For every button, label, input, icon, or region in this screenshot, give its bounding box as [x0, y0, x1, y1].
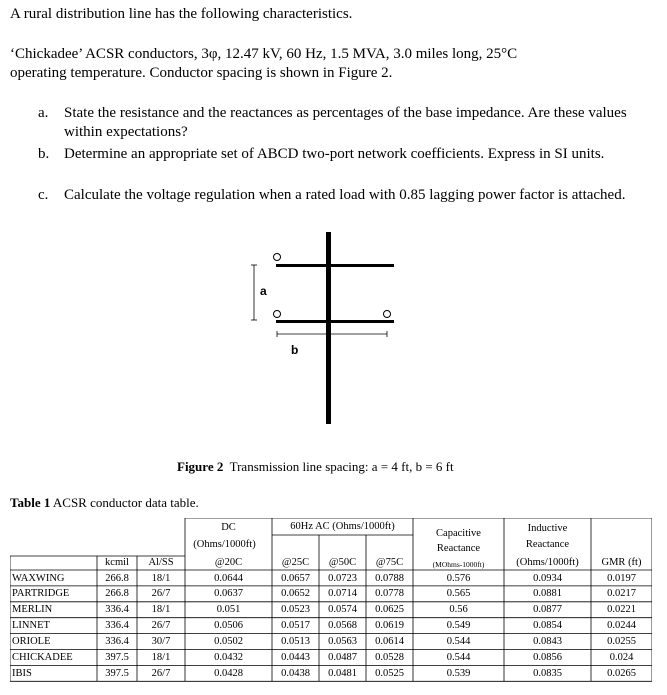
table-cell: 26/7	[151, 620, 171, 632]
table-cell: 0.0644	[214, 572, 243, 584]
table-cell: 336.4	[105, 636, 129, 648]
table-cell: 0.544	[446, 636, 471, 648]
table-cell: 0.0528	[375, 652, 404, 663]
table-cell: 0.0525	[375, 667, 404, 679]
dimension-a-label: a	[260, 284, 267, 298]
table-cell: 0.0221	[607, 604, 636, 616]
column-header: Al/SS	[148, 557, 174, 568]
header-capacitive: Capacitive	[436, 528, 481, 539]
table-cell: 0.0877	[533, 604, 562, 616]
table-cell: 0.0265	[607, 667, 636, 679]
header-inductive-unit: (Ohms/1000ft)	[516, 557, 579, 568]
table-cell: 0.0652	[281, 588, 310, 600]
list-item-text: Determine an appropriate set of ABCD two-port network coefficients. Express in SI units.	[64, 146, 605, 162]
table-cell: 0.0778	[375, 588, 404, 600]
table-cell: 0.0614	[375, 636, 404, 648]
table-cell: 0.0506	[214, 620, 243, 632]
table-cell: 0.0723	[328, 572, 357, 584]
table-cell: 0.0481	[328, 667, 357, 679]
conductor-name: CHICKADEE	[12, 652, 73, 663]
table-cell: 0.0854	[533, 620, 562, 632]
table-caption-text: ACSR conductor data table.	[52, 495, 199, 510]
table-cell: 0.0244	[607, 620, 636, 632]
top-crossarm	[276, 264, 394, 267]
table-caption	[10, 495, 199, 511]
table-cell: 336.4	[105, 604, 129, 616]
figure-caption	[177, 459, 454, 475]
figure-caption-label: Figure 2	[177, 459, 224, 474]
table-cell: 336.4	[105, 620, 129, 632]
conductor-name: MERLIN	[12, 604, 53, 616]
column-header: @50C	[328, 557, 357, 568]
table-caption-label: Table 1	[10, 495, 51, 510]
table-cell: 0.544	[446, 652, 471, 663]
table-cell: 0.0523	[281, 604, 310, 616]
table-cell: 0.0563	[328, 636, 357, 648]
table-cell: 0.024	[609, 652, 634, 663]
list-item-text: State the resistance and the reactances as percentages of the base impedance. Are these values within expectations?	[64, 105, 627, 140]
table-cell: 266.8	[105, 588, 129, 600]
table-cell: 0.549	[446, 620, 471, 632]
table-cell: 0.0432	[214, 652, 243, 663]
table-cell: 0.0619	[375, 620, 404, 632]
table-cell: 0.0835	[533, 667, 562, 679]
table-cell: 0.0443	[281, 652, 310, 663]
spacing-figure	[240, 228, 410, 428]
table-cell: 18/1	[151, 652, 171, 663]
table-cell: 0.0197	[607, 572, 636, 584]
problem-intro: A rural distribution line has the following characteristics.	[10, 6, 353, 22]
table-cell: 0.0657	[281, 572, 310, 584]
conductor-name: WAXWING	[12, 572, 65, 584]
header-inductive: Inductive	[527, 523, 568, 534]
table-cell: 0.0255	[607, 636, 636, 648]
header-inductive-reactance: Reactance	[525, 539, 570, 550]
table-cell: 0.0513	[281, 636, 310, 648]
table-cell: 30/7	[151, 636, 171, 648]
table-cell: 18/1	[151, 604, 171, 616]
problem-spec-line-1: ‘Chickadee’ ACSR conductors, 3φ, 12.47 kV, 60 Hz, 1.5 MVA, 3.0 miles long, 25°C	[10, 46, 518, 62]
header-ac: 60Hz AC (Ohms/1000ft)	[290, 521, 395, 532]
table-cell: 266.8	[105, 572, 129, 584]
column-header: @20C	[214, 557, 243, 568]
pole	[326, 232, 331, 424]
table-cell: 0.56	[449, 604, 468, 616]
table-cell: 0.0881	[533, 588, 562, 600]
conductor-bottom-left	[274, 311, 281, 318]
table-cell: 0.0502	[214, 636, 243, 648]
table-cell: 0.0843	[533, 636, 562, 648]
table-cell: 0.0788	[375, 572, 404, 584]
table-cell: 0.0856	[533, 652, 562, 663]
table-cell: 26/7	[151, 667, 171, 679]
table-cell: 397.5	[105, 667, 129, 679]
conductor-data-table	[10, 518, 652, 682]
table-cell: 0.0517	[281, 620, 310, 632]
header-capacitive-unit: (MOhms-1000ft)	[432, 560, 485, 569]
bottom-crossarm	[276, 320, 394, 323]
list-marker: c.	[38, 187, 49, 203]
table-cell: 18/1	[151, 572, 171, 584]
table-cell: 0.0438	[281, 667, 310, 679]
list-marker: a.	[38, 105, 49, 121]
conductor-name: IBIS	[12, 667, 32, 679]
list-item-text: Calculate the voltage regulation when a rated load with 0.85 lagging power factor is attached.	[64, 187, 626, 203]
column-header: @25C	[281, 557, 310, 568]
header-dc: DC	[221, 522, 236, 533]
table-cell: 0.0217	[607, 588, 636, 600]
table-cell: 0.0574	[328, 604, 357, 616]
table-cell: 397.5	[105, 652, 129, 663]
table-cell: 0.0428	[214, 667, 243, 679]
table-cell: 26/7	[151, 588, 171, 600]
conductor-top	[274, 254, 281, 261]
conductor-name: LINNET	[12, 620, 50, 632]
column-header: @75C	[375, 557, 404, 568]
table-cell: 0.0637	[214, 588, 243, 600]
header-gmr: GMR (ft)	[601, 557, 642, 568]
header-dc-unit: (Ohms/1000ft)	[193, 539, 256, 550]
dimension-b-label: b	[291, 343, 299, 357]
column-header: kcmil	[105, 557, 129, 568]
table-cell: 0.0625	[375, 604, 404, 616]
table-cell: 0.0714	[328, 588, 357, 600]
table-cell: 0.0568	[328, 620, 357, 632]
table-cell: 0.051	[216, 604, 241, 616]
table-cell: 0.565	[446, 588, 471, 600]
table-cell: 0.539	[446, 667, 471, 679]
conductor-bottom-right	[384, 311, 391, 318]
conductor-name: ORIOLE	[12, 636, 51, 648]
figure-caption-text: Transmission line spacing: a = 4 ft, b = 6 ft	[229, 459, 454, 474]
problem-spec-line-2: operating temperature. Conductor spacing is shown in Figure 2.	[10, 65, 393, 81]
table-cell: 0.0487	[328, 652, 357, 663]
header-capacitive-reactance: Reactance	[436, 543, 481, 554]
table-cell: 0.0934	[533, 572, 562, 584]
table-cell: 0.576	[446, 572, 471, 584]
conductor-name: PARTRIDGE	[12, 588, 70, 600]
list-marker: b.	[38, 146, 50, 162]
